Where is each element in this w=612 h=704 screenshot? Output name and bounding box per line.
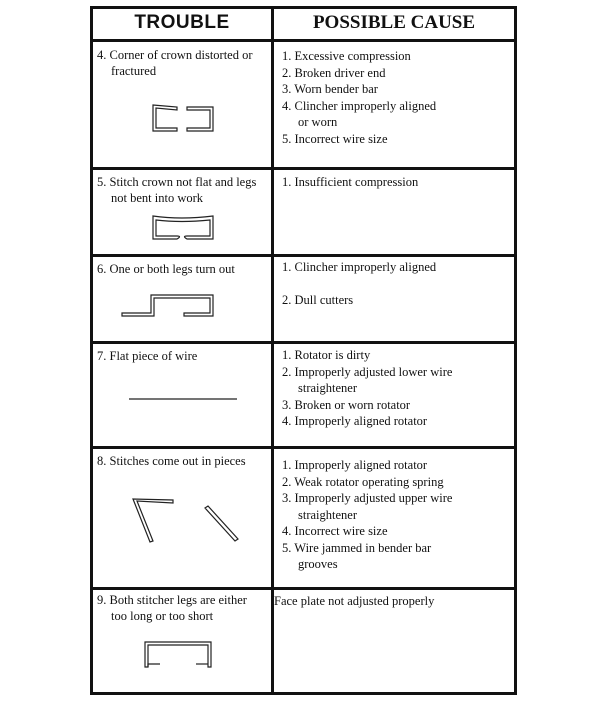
causes-9 [274, 593, 512, 610]
leg-turned-out-staple-icon [117, 287, 217, 321]
causes-6 [282, 259, 512, 308]
unbent-legs-staple-icon [143, 209, 223, 245]
trouble-text: fractured [111, 64, 157, 78]
cause-item: Face plate not adjusted properly [274, 594, 435, 608]
header-possible-cause: POSSIBLE CAUSE [312, 12, 476, 33]
trouble-text: 9. Both stitcher legs are either [97, 593, 247, 607]
trouble-text: 8. Stitches come out in pieces [97, 454, 246, 468]
cause-item: 1. Insufficient compression [282, 175, 419, 189]
distorted-crown-staple-icon [143, 99, 223, 139]
troubleshooting-table [90, 6, 517, 695]
cause-item: 2. Weak rotator operating spring [282, 474, 444, 489]
causes-7 [282, 347, 512, 430]
cause-item: 4. Improperly aligned rotator [282, 414, 428, 428]
cause-item: 3. Broken or worn rotator [282, 397, 411, 412]
trouble-4 [97, 47, 271, 79]
trouble-text: too long or too short [111, 609, 214, 623]
cause-item-continued: grooves [298, 557, 338, 571]
long-legs-staple-icon [139, 637, 219, 673]
causes-5 [282, 174, 512, 191]
cause-item: 4. Incorrect wire size [282, 524, 388, 538]
row-divider [93, 341, 514, 344]
trouble-text: 7. Flat piece of wire [97, 349, 198, 363]
header-divider [93, 39, 514, 42]
row-divider [93, 587, 514, 590]
cause-item-continued: or worn [298, 115, 338, 129]
flat-wire-icon [127, 394, 239, 404]
trouble-text: not bent into work [111, 191, 204, 205]
cause-item-continued: straightener [298, 507, 358, 522]
cause-item: 4. Clincher improperly aligned [282, 98, 437, 113]
row-divider [93, 446, 514, 449]
row-divider [93, 254, 514, 257]
trouble-5 [97, 174, 271, 206]
trouble-7 [97, 348, 271, 364]
cause-item: 1. Improperly aligned rotator [282, 458, 428, 472]
trouble-text: 4. Corner of crown distorted or [97, 48, 253, 62]
trouble-9 [97, 592, 271, 624]
cause-item: 5. Wire jammed in bender bar [282, 540, 432, 555]
causes-8 [282, 457, 512, 573]
cause-item: 3. Worn bender bar [282, 82, 378, 96]
cause-item: 1. Excessive compression [282, 49, 411, 63]
broken-pieces-staple-icon [127, 494, 242, 554]
causes-4 [282, 48, 512, 147]
trouble-text: 6. One or both legs turn out [97, 262, 235, 276]
cause-item: 1. Rotator is dirty [282, 348, 371, 362]
cause-item: 5. Incorrect wire size [282, 131, 388, 146]
cause-item: 3. Improperly adjusted upper wire [282, 491, 453, 505]
header-trouble: TROUBLE [134, 12, 230, 33]
cause-item: 2. Broken driver end [282, 65, 386, 80]
cause-item: 2. Improperly adjusted lower wire [282, 364, 453, 379]
row-divider [93, 167, 514, 170]
cause-item-continued: straightener [298, 381, 358, 395]
trouble-8 [97, 453, 271, 469]
trouble-text: 5. Stitch crown not flat and legs [97, 175, 257, 189]
cause-item: 2. Dull cutters [282, 292, 354, 307]
trouble-6 [97, 261, 271, 277]
cause-item: 1. Clincher improperly aligned [282, 260, 437, 274]
